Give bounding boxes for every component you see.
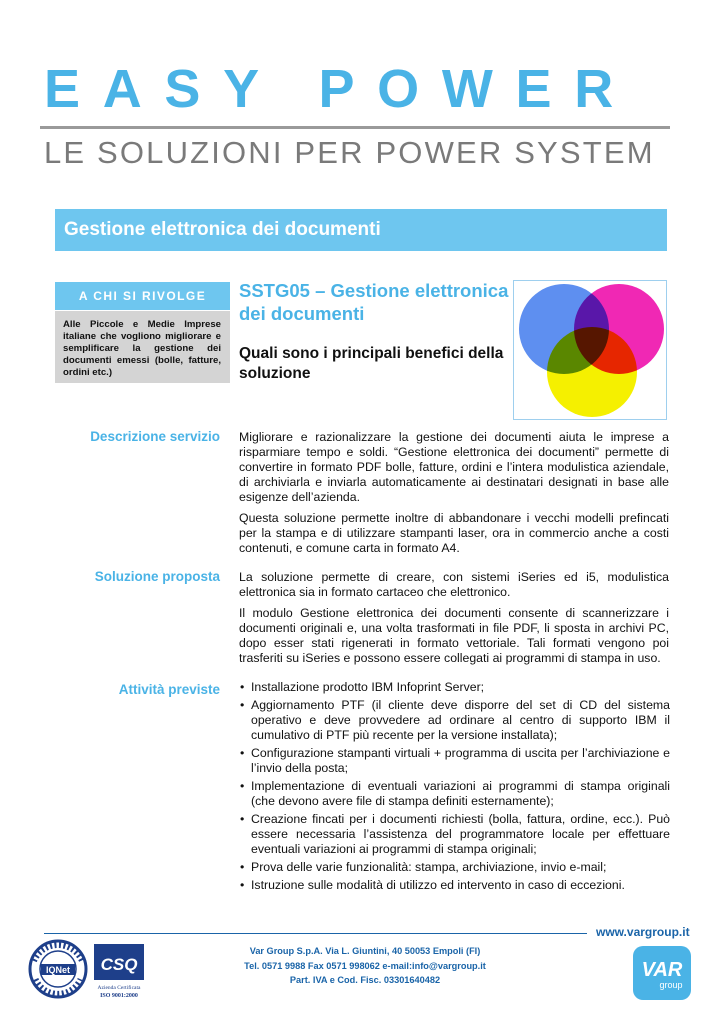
svg-text:IQNet: IQNet bbox=[45, 965, 71, 975]
brand-subtitle: LE SOLUZIONI PER POWER SYSTEM bbox=[44, 135, 655, 170]
section-label-soluzione: Soluzione proposta bbox=[94, 569, 220, 584]
var-group-logo bbox=[631, 942, 693, 1002]
soluzione-paragraph-1: La soluzione permette di creare, con sistemi iSeries ed i5, modulistica elettronica sia in formato cartaceo che elettronico. bbox=[239, 570, 669, 599]
footer-line-3: Part. IVA e Cod. Fisc. 03301640482 bbox=[289, 975, 441, 985]
brand-divider bbox=[40, 126, 670, 129]
audience-text: Alle Piccole e Medie Imprese italiane che vogliono migliorare e semplificare la gestione dei documenti emessi (bolle, fatture, ordini etc.) bbox=[55, 311, 230, 383]
section-label-descrizione: Descrizione servizio bbox=[90, 429, 220, 444]
benefits-question: Quali sono i principali benefici della soluzione bbox=[239, 345, 504, 382]
var-logo-graphic bbox=[631, 942, 693, 1002]
svg-text:group: group bbox=[659, 980, 683, 990]
list-item: • Implementazione di eventuali variazioni ai programmi di stampa originali (che devono avere file di stampa definiti esternamente); bbox=[239, 779, 670, 809]
website-link[interactable]: www.vargroup.it bbox=[596, 925, 690, 939]
descrizione-paragraph-2: Questa soluzione permette inoltre di abbandonare i vecchi modelli prefincati per la stampa e di utilizzare stampanti laser, ora in commercio anche a costi contenuti, e comune carta in formato A4. bbox=[239, 511, 669, 555]
list-item: • Creazione fincati per i documenti richiesti (bolla, fattura, ordine, ecc.). Può essere necessaria l’assistenza del programmatore locale per effettuare eventuali variazioni ai programmi di stampa originali; bbox=[239, 812, 670, 857]
soluzione-paragraph-2: Il modulo Gestione elettronica dei documenti consente di scannerizzare i documenti originali e, una volta trasformati in file PDF, li sposta in archivi PC, dopo esser stati rigenerati in formato vettoriale. Tali formati vengono poi trasferiti su iSeries e possono essere collegati ai programmi di stampa in uso. bbox=[239, 606, 669, 665]
svg-text:CSQ: CSQ bbox=[100, 955, 138, 974]
descrizione-paragraph-1: Migliorare e razionalizzare la gestione dei documenti aiuta le imprese a risparmiare tempo e soldi. “Gestione elettronica dei documenti” permette di convertire in formato PDF bolle, fatture, ordini e l’intera modulistica aziendale, di archiviarla e inviarla automaticamente ai destinatari designati in base alle esigenze dell’azienda. bbox=[239, 430, 669, 504]
venn-diagram-image bbox=[513, 280, 667, 420]
company-address bbox=[220, 944, 510, 988]
section-soluzione bbox=[239, 570, 669, 672]
venn-graphic bbox=[514, 281, 666, 419]
section-label-attivita: Attività previste bbox=[118, 682, 220, 697]
list-item: • Configurazione stampanti virtuali + programma di uscita per l’archiviazione e l’invio della posta; bbox=[239, 746, 670, 776]
list-item: • Aggiornamento PTF (il cliente deve disporre del set di CD del sistema operativo e deve provvedere ad ordinare al centro di supporto IBM il cumulativo di PTF più recente per la versione installata); bbox=[239, 698, 670, 743]
iqnet-certified-logo bbox=[28, 939, 88, 999]
audience-heading: A CHI SI RIVOLGE bbox=[55, 282, 230, 310]
list-item: • Installazione prodotto IBM Infoprint Server; bbox=[239, 680, 670, 695]
svg-text:Azienda Certificata: Azienda Certificata bbox=[97, 985, 141, 991]
list-item: • Prova delle varie funzionalità: stampa, archiviazione, invio e-mail; bbox=[239, 860, 670, 875]
document-title-bar: Gestione elettronica dei documenti bbox=[55, 209, 667, 251]
footer-line-2: Tel. 0571 9988 Fax 0571 998062 e-mail:info@vargroup.it bbox=[244, 960, 486, 971]
product-title: SSTG05 – Gestione elettronica dei documenti bbox=[239, 280, 509, 324]
section-descrizione bbox=[239, 430, 669, 562]
svg-text:ISO 9001:2000: ISO 9001:2000 bbox=[100, 993, 138, 999]
list-item: • Istruzione sulle modalità di utilizzo ed intervento in caso di eccezioni. bbox=[239, 878, 670, 893]
brand-title: EASY POWER bbox=[44, 59, 636, 119]
csq-logo bbox=[92, 942, 148, 1000]
csq-logo-graphic bbox=[92, 942, 148, 1000]
svg-text:VAR: VAR bbox=[641, 959, 683, 981]
footer-divider bbox=[44, 933, 587, 934]
attivita-list bbox=[239, 680, 670, 896]
footer-line-1: Var Group S.p.A. Via L. Giuntini, 40 50053 Empoli (FI) bbox=[249, 946, 481, 956]
iqnet-logo-graphic bbox=[28, 939, 88, 999]
